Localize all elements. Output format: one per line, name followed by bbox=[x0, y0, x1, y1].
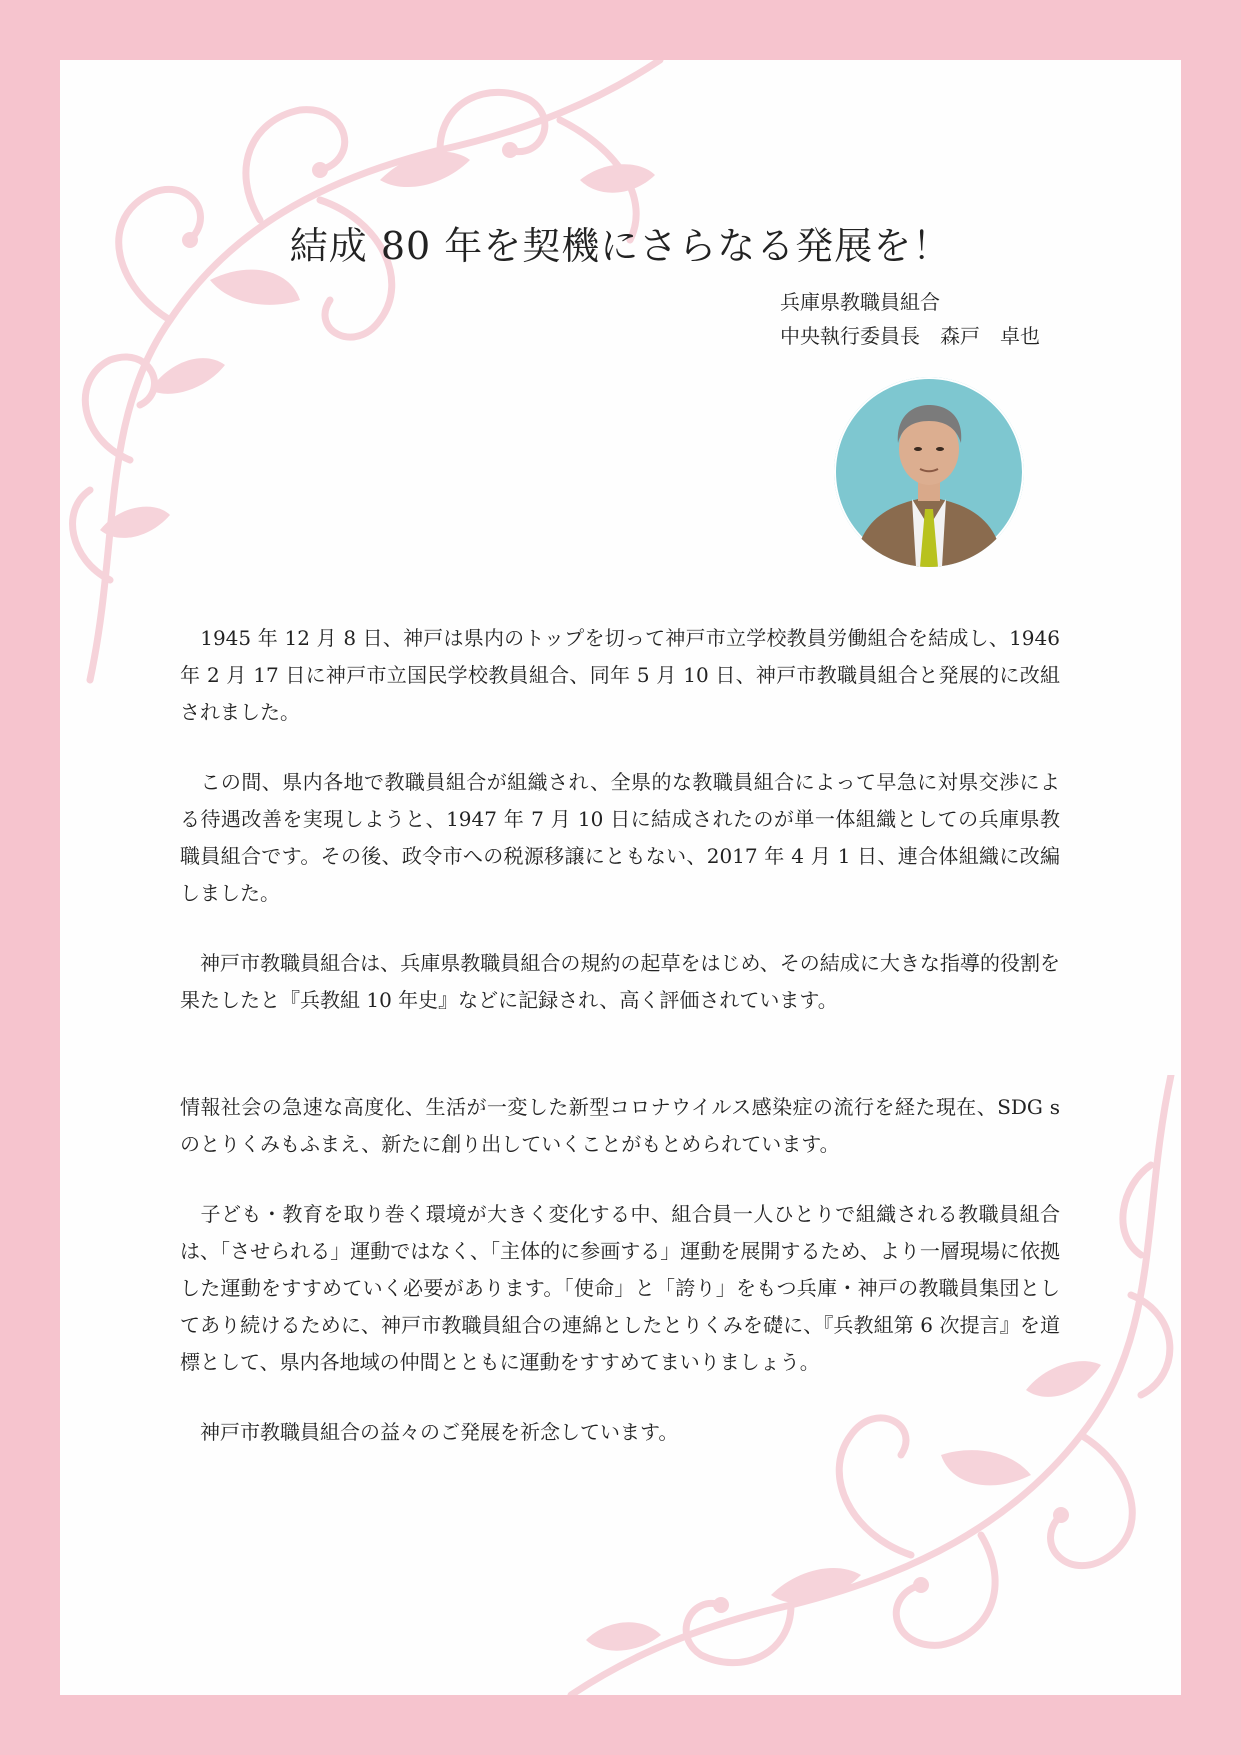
author-block bbox=[780, 285, 1040, 353]
paragraph-4: 情報社会の急速な高度化、生活が一変した新型コロナウイルス感染症の流行を経た現在、SDG s のとりくみもふまえ、新たに創り出していくことがもとめられています。 bbox=[180, 1095, 1060, 1156]
letter-sheet bbox=[60, 60, 1181, 1695]
body-text bbox=[180, 620, 1060, 1451]
paragraph-3: 神戸市教職員組合は、兵庫県教職員組合の規約の起草をはじめ、その結成に大きな指導的役割を果たしたと『兵教組 10 年史』などに記録され、高く評価されています。 bbox=[180, 951, 1060, 1012]
author-portrait bbox=[834, 377, 1024, 567]
paragraph-6: 神戸市教職員組合の益々のご発展を祈念しています。 bbox=[180, 1420, 679, 1444]
floral-ornament-top-left bbox=[60, 60, 700, 700]
author-organization: 兵庫県教職員組合 bbox=[780, 290, 940, 314]
author-position-name: 中央執行委員長 森戸 卓也 bbox=[780, 324, 1040, 348]
document-title: 結成 80 年を契機にさらなる発展を！ bbox=[289, 224, 952, 268]
paragraph-5: 子ども・教育を取り巻く環境が大きく変化する中、組合員一人ひとりで組織される教職員組合は、「させられる」運動ではなく、「主体的に参画する」運動を展開するため、より一層現場に依拠した運動をすすめていく必要があります。「使命」と「誇り」をもつ兵庫・神戸の教職員集団としてあり続けるために、神戸市教職員組合の連綿としたとりくみを礎に、『兵教組第 6 次提言』を道標として、県内各地域の仲間とともに運動をすすめてまいりましょう。 bbox=[180, 1202, 1060, 1374]
paragraph-2: この間、県内各地で教職員組合が組織され、全県的な教職員組合によって早急に対県交渉による待遇改善を実現しようと、1947 年 7 月 10 日に結成されたのが単一体組織としての兵庫県教職員組合です。その後、政令市への税源移譲にともない、2017 年 4 月 1 日、連合体組織に改編しました。 bbox=[180, 770, 1060, 905]
portrait-figure bbox=[834, 377, 1024, 567]
paragraph-1: 1945 年 12 月 8 日、神戸は県内のトップを切って神戸市立学校教員労働組合を結成し、1946 年 2 月 17 日に神戸市立国民学校教員組合、同年 5 月 10 日、神戸市教職員組合と発展的に改組されました。 bbox=[180, 626, 1060, 724]
